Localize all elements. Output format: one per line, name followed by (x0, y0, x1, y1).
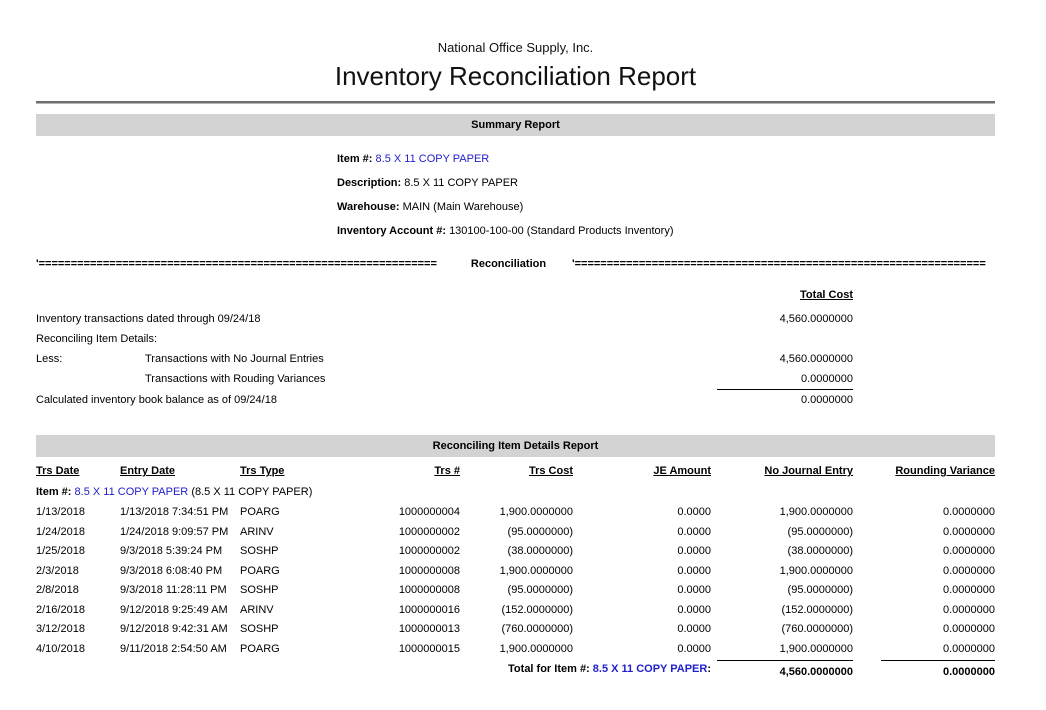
less-label: Less: (36, 353, 63, 365)
recon-value: 0.0000000 (801, 394, 853, 406)
table-cell: 1000000002 (398, 525, 460, 538)
table-cell: 9/11/2018 2:54:50 AM (120, 642, 227, 655)
recon-row-details-heading (36, 329, 995, 349)
item-number-link[interactable]: 8.5 X 11 COPY PAPER (375, 153, 490, 165)
table-row (36, 542, 995, 562)
table-cell: 1000000015 (398, 642, 460, 655)
recon-value: 0.0000000 (717, 369, 853, 390)
table-cell: 0.0000000 (943, 584, 995, 596)
table-row (36, 503, 995, 523)
recon-row-no-journal-entries (36, 349, 995, 369)
table-cell: 0.0000 (677, 564, 711, 577)
total-cost-header: Total Cost (800, 289, 853, 301)
table-cell: 1,900.0000000 (499, 506, 573, 518)
table-cell: 1000000004 (398, 506, 460, 518)
table-cell: 1/13/2018 (36, 506, 85, 518)
table-cell: 2/3/2018 (36, 564, 79, 577)
table-cell: 0.0000 (677, 506, 711, 518)
recon-label: Reconciling Item Details: (36, 333, 158, 345)
details-header-row (36, 463, 995, 479)
recon-value: 4,560.0000000 (779, 353, 853, 365)
reconciliation-rows (36, 309, 995, 410)
table-row (36, 601, 995, 621)
table-cell: 9/12/2018 9:42:31 AM (120, 623, 228, 635)
recon-label: Calculated inventory book balance as of 09/24/18 (36, 394, 277, 406)
recon-row-rounding-variances (36, 369, 995, 390)
column-header-trs-cost: Trs Cost (528, 465, 573, 477)
table-cell: 2/16/2018 (36, 603, 85, 616)
table-cell: ARINV (240, 525, 274, 538)
column-header-rounding-variance: Rounding Variance (895, 465, 995, 477)
summary-field-description (337, 171, 995, 195)
details-rows (36, 503, 995, 659)
table-cell: 1000000008 (398, 584, 460, 596)
column-header-entry-date: Entry Date (120, 465, 176, 477)
table-cell: 0.0000000 (943, 623, 995, 635)
description-value: 8.5 X 11 COPY PAPER (404, 177, 518, 189)
summary-fields (36, 147, 995, 243)
table-cell: 1/25/2018 (36, 545, 85, 557)
table-cell: POARG (240, 642, 280, 655)
item-group-row (36, 482, 995, 503)
table-cell: 9/12/2018 9:25:49 AM (120, 603, 228, 616)
table-cell: 0.0000 (677, 525, 711, 538)
column-header-trs-date: Trs Date (36, 465, 80, 477)
table-cell: 4/10/2018 (36, 642, 85, 655)
table-cell: 0.0000 (677, 545, 711, 557)
table-cell: 9/3/2018 5:39:24 PM (120, 545, 223, 557)
inventory-account-value: 130100-100-00 (Standard Products Inventory) (449, 225, 674, 237)
table-cell: 0.0000000 (943, 545, 995, 557)
table-cell: 9/3/2018 11:28:11 PM (120, 584, 227, 596)
recon-label: Transactions with Rouding Variances (145, 373, 326, 385)
table-cell: (760.0000000) (781, 623, 853, 635)
recon-label: Inventory transactions dated through 09/24/18 (36, 313, 261, 325)
summary-field-warehouse (337, 195, 995, 219)
table-cell: (38.0000000) (787, 545, 853, 557)
group-item-label: Item #: (36, 486, 72, 498)
reconciliation-separator (36, 256, 995, 272)
table-cell: (152.0000000) (781, 603, 853, 616)
table-cell: 1/24/2018 (36, 525, 85, 538)
table-cell: 0.0000 (677, 623, 711, 635)
table-cell: 1,900.0000000 (499, 642, 573, 655)
header-divider (36, 101, 995, 104)
table-cell: 1,900.0000000 (779, 642, 853, 655)
table-cell: 1000000002 (398, 545, 460, 557)
total-no-journal-entry: 4,560.0000000 (711, 660, 853, 681)
separator-right: '================================================================ (572, 258, 986, 270)
group-item-suffix: (8.5 X 11 COPY PAPER) (191, 486, 313, 498)
details-band: Reconciling Item Details Report (36, 435, 995, 457)
total-rounding-variance: 0.0000000 (853, 660, 995, 681)
table-cell: 0.0000000 (943, 506, 995, 518)
table-cell: 0.0000 (677, 642, 711, 655)
reconciliation-heading: Reconciliation (470, 258, 547, 270)
table-cell: (152.0000000) (501, 603, 573, 616)
summary-band: Summary Report (36, 114, 995, 136)
summary-field-item (337, 147, 995, 171)
recon-value: 4,560.0000000 (779, 313, 853, 325)
table-cell: 2/8/2018 (36, 584, 79, 596)
details-table (36, 463, 995, 681)
table-cell: (95.0000000) (507, 584, 573, 596)
report-page (0, 40, 1046, 710)
table-cell: (38.0000000) (507, 545, 573, 557)
table-row (36, 620, 995, 640)
table-cell: 1000000008 (398, 564, 460, 577)
table-cell: (95.0000000) (787, 525, 853, 538)
item-number-label: Item #: (337, 153, 373, 165)
table-cell: 0.0000000 (943, 642, 995, 655)
table-cell: SOSHP (240, 623, 279, 635)
table-cell: 0.0000 (677, 603, 711, 616)
table-cell: 1/24/2018 9:09:57 PM (120, 525, 229, 538)
details-total-row (36, 660, 995, 681)
table-cell: SOSHP (240, 545, 279, 557)
table-cell: 1,900.0000000 (779, 564, 853, 577)
table-cell: 1,900.0000000 (499, 564, 573, 577)
table-cell: 0.0000 (677, 584, 711, 596)
description-label: Description: (337, 177, 402, 189)
table-cell: (95.0000000) (507, 525, 573, 538)
column-header-trs-number: Trs # (434, 465, 460, 477)
group-item-link[interactable]: 8.5 X 11 COPY PAPER (74, 486, 189, 498)
column-header-trs-type: Trs Type (240, 465, 285, 477)
total-cost-header-row (36, 285, 995, 305)
column-header-je-amount: JE Amount (653, 465, 711, 477)
inventory-account-label: Inventory Account #: (337, 225, 446, 237)
table-cell: 0.0000000 (943, 564, 995, 577)
company-name: National Office Supply, Inc. (437, 40, 594, 55)
table-cell: 3/12/2018 (36, 623, 85, 635)
table-row (36, 562, 995, 582)
recon-label: Transactions with No Journal Entries (145, 353, 324, 365)
warehouse-value: MAIN (Main Warehouse) (402, 201, 524, 213)
table-row (36, 581, 995, 601)
table-cell: (760.0000000) (501, 623, 573, 635)
summary-field-inventory-account (337, 219, 995, 243)
table-cell: 0.0000000 (943, 525, 995, 538)
table-cell: 9/3/2018 6:08:40 PM (120, 564, 223, 577)
total-item-link[interactable]: 8.5 X 11 COPY PAPER (592, 663, 708, 675)
recon-row-book-balance (36, 390, 995, 410)
table-cell: POARG (240, 564, 280, 577)
table-cell: 1/13/2018 7:34:51 PM (120, 506, 229, 518)
table-cell: POARG (240, 506, 280, 518)
table-row (36, 640, 995, 660)
table-cell: 1000000016 (398, 603, 460, 616)
page-title: Inventory Reconciliation Report (334, 61, 697, 91)
table-row (36, 523, 995, 543)
warehouse-label: Warehouse: (337, 201, 400, 213)
separator-left: '============================================================== (36, 258, 437, 270)
table-cell: SOSHP (240, 584, 279, 596)
table-cell: 0.0000000 (943, 603, 995, 616)
total-label: Total for Item #: 8.5 X 11 COPY PAPER: (508, 663, 711, 675)
table-cell: 1,900.0000000 (779, 506, 853, 518)
table-cell: 1000000013 (398, 623, 460, 635)
column-header-no-journal-entry: No Journal Entry (764, 465, 853, 477)
table-cell: (95.0000000) (787, 584, 853, 596)
recon-row-transactions-dated (36, 309, 995, 329)
table-cell: ARINV (240, 603, 274, 616)
